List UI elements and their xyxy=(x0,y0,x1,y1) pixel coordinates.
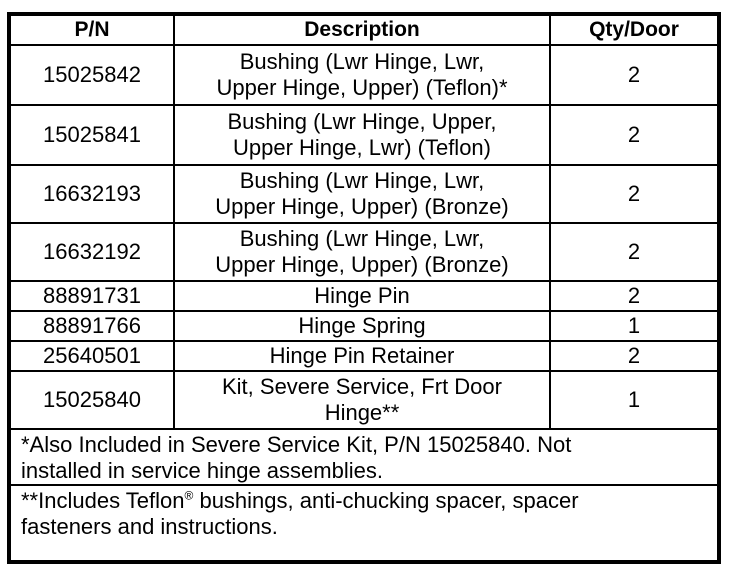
description-cell xyxy=(174,45,550,105)
footnote-1 xyxy=(11,429,717,485)
quantity: 2 xyxy=(550,165,717,223)
description-line: Upper Hinge, Upper) (Teflon)* xyxy=(216,75,508,100)
registered-mark: ® xyxy=(184,488,194,503)
table-row xyxy=(11,223,717,281)
part-number: 15025841 xyxy=(11,105,174,165)
description-cell xyxy=(174,105,550,165)
description-cell xyxy=(174,223,550,281)
description-line: Bushing (Lwr Hinge, Lwr, xyxy=(239,226,485,251)
table-row xyxy=(11,311,717,341)
footnote-line: installed in service hinge assemblies. xyxy=(21,458,383,483)
part-number: 16632193 xyxy=(11,165,174,223)
description-cell xyxy=(174,165,550,223)
description-line: Upper Hinge, Upper) (Bronze) xyxy=(215,252,509,277)
description-line: Bushing (Lwr Hinge, Lwr, xyxy=(239,49,485,74)
part-number: 88891731 xyxy=(11,281,174,311)
footnote-line: *Also Included in Severe Service Kit, P/N 15025840. Not xyxy=(21,432,572,457)
quantity: 2 xyxy=(550,341,717,371)
quantity: 2 xyxy=(550,223,717,281)
parts-grid xyxy=(11,16,717,540)
part-number: 15025840 xyxy=(11,371,174,429)
description-line: Bushing (Lwr Hinge, Lwr, xyxy=(239,168,485,193)
quantity: 1 xyxy=(550,311,717,341)
table-row xyxy=(11,371,717,429)
quantity: 2 xyxy=(550,105,717,165)
part-number: 88891766 xyxy=(11,311,174,341)
part-number: 15025842 xyxy=(11,45,174,105)
footnote-row xyxy=(11,485,717,540)
table-row xyxy=(11,165,717,223)
quantity: 2 xyxy=(550,45,717,105)
description-cell: Hinge Spring xyxy=(174,311,550,341)
footnote-row xyxy=(11,429,717,485)
description-line: Upper Hinge, Lwr) (Teflon) xyxy=(233,135,491,160)
part-number: 25640501 xyxy=(11,341,174,371)
parts-table xyxy=(7,12,721,564)
description-line: Bushing (Lwr Hinge, Upper, xyxy=(227,109,497,134)
table-row xyxy=(11,105,717,165)
part-number: 16632192 xyxy=(11,223,174,281)
table-row xyxy=(11,45,717,105)
header-row xyxy=(11,16,717,45)
description-line: Upper Hinge, Upper) (Bronze) xyxy=(215,194,509,219)
description-cell: Hinge Pin xyxy=(174,281,550,311)
header-description: Description xyxy=(174,16,550,45)
header-pn: P/N xyxy=(11,16,174,45)
footnote-line: fasteners and instructions. xyxy=(21,514,278,539)
header-qty: Qty/Door xyxy=(550,16,717,45)
description-line: Kit, Severe Service, Frt Door xyxy=(222,374,502,399)
quantity: 2 xyxy=(550,281,717,311)
footnote-2 xyxy=(11,485,717,540)
description-cell: Hinge Pin Retainer xyxy=(174,341,550,371)
quantity: 1 xyxy=(550,371,717,429)
description-line: Hinge** xyxy=(324,400,400,425)
footnote-text: **Includes Teflon xyxy=(21,488,185,513)
table-row xyxy=(11,341,717,371)
footnote-text: bushings, anti-chucking spacer, spacer xyxy=(193,488,579,513)
description-cell xyxy=(174,371,550,429)
table-row xyxy=(11,281,717,311)
